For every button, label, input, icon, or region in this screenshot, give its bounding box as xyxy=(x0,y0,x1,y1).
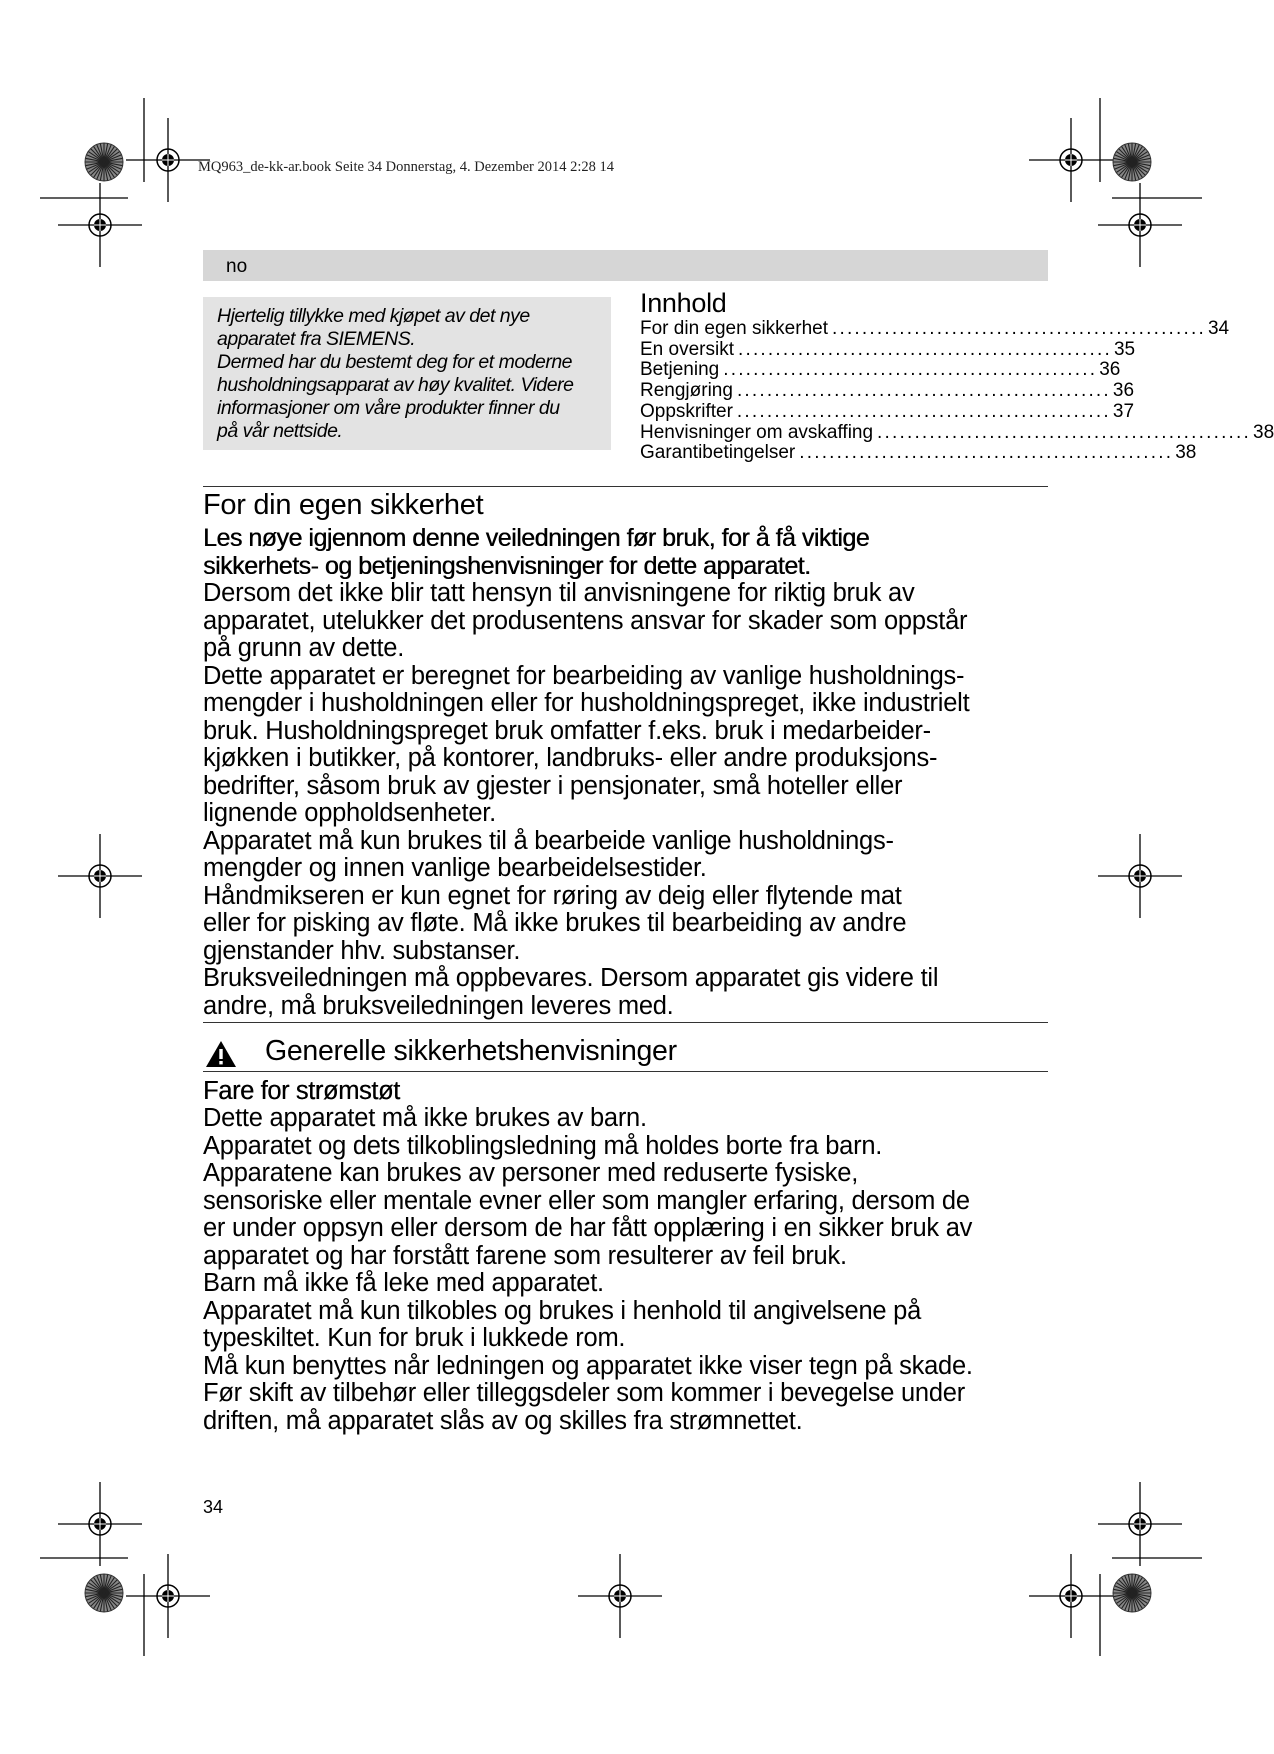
intro-line: husholdningsapparat av høy kvalitet. Videre xyxy=(217,374,574,396)
body-line: Bruksveiledningen må oppbevares. Dersom apparatet gis videre til xyxy=(203,964,939,992)
body-line: Håndmikseren er kun egnet for røring av deig eller flytende mat xyxy=(203,881,902,910)
toc-entry-page: 35 xyxy=(1113,338,1136,360)
body-line: Apparatene kan brukes av personer med reduserte fysiske, xyxy=(203,1159,859,1187)
section-divider xyxy=(203,486,1048,487)
body-line: Barn må ikke få leke med apparatet. xyxy=(203,1269,604,1297)
intro-line: informasjoner om våre produkter finner du xyxy=(217,397,560,419)
toc-entry-page: 34 xyxy=(1207,318,1230,339)
toc-entry-label: Oppskrifter xyxy=(640,400,733,422)
general-body xyxy=(203,1105,1063,1435)
toc-entry[interactable]: Rengjøring .................................................. 36 xyxy=(640,380,1135,402)
toc-entry[interactable]: En oversikt .................................................. 35 xyxy=(640,338,1136,360)
lead-line: sikkerhets- og betjeningshenvisninger for dette apparatet. xyxy=(203,551,811,580)
body-line: driften, må apparatet slås av og skilles fra strømnettet. xyxy=(203,1406,803,1435)
body-line: Må kun benyttes når ledningen og apparatet ikke viser tegn på skade. xyxy=(203,1351,973,1380)
toc-entry-page: 36 xyxy=(1099,359,1121,381)
intro-line: apparatet fra SIEMENS. xyxy=(217,328,416,350)
intro-line: Hjertelig tillykke med kjøpet av det nye xyxy=(217,305,530,327)
toc-entry[interactable]: Garantibetingelser .................................................. 38 xyxy=(640,442,1197,464)
body-line: på grunn av dette. xyxy=(203,634,405,662)
print-header: MQ963_de-kk-ar.book Seite 34 Donnerstag, 4. Dezember 2014 2:28 14 xyxy=(198,159,614,175)
body-line: Dersom det ikke blir tatt hensyn til anvisningene for riktig bruk av xyxy=(203,579,915,607)
body-line: Dette apparatet er beregnet for bearbeiding av vanlige husholdnings- xyxy=(203,661,965,690)
body-line: sensoriske eller mentale evner eller som mangler erfaring, dersom de xyxy=(203,1186,970,1215)
general-safety-heading xyxy=(203,1034,1048,1070)
body-line: Apparatet og dets tilkoblingsledning må holdes borte fra barn. xyxy=(203,1131,883,1160)
body-line: Dette apparatet må ikke brukes av barn. xyxy=(203,1104,647,1132)
safety-body xyxy=(203,580,1063,1020)
toc-entry-page: 38 xyxy=(1253,421,1274,443)
intro-line: på vår nettside. xyxy=(217,420,343,442)
body-line: er under oppsyn eller dersom de har fått opplæring i en sikker bruk av xyxy=(203,1214,973,1242)
toc-entry[interactable]: Betjening .................................................. 36 xyxy=(640,359,1121,381)
body-line: mengder i husholdningen eller for husholdningspreget, ikke industrielt xyxy=(203,689,970,717)
body-line: bruk. Husholdningspreget bruk omfatter f.eks. bruk i medarbeider- xyxy=(203,716,931,745)
intro-box xyxy=(203,297,611,450)
language-bar xyxy=(203,250,1048,281)
toc-entry-page: 38 xyxy=(1175,442,1197,464)
intro-line: Dermed har du bestemt deg for et moderne xyxy=(217,351,573,373)
toc-entry[interactable]: Henvisninger om avskaffing .................................................. 38 xyxy=(640,421,1274,443)
body-line: Apparatet må kun brukes til å bearbeide vanlige husholdnings- xyxy=(203,826,894,855)
body-line: eller for pisking av fløte. Må ikke brukes til bearbeiding av andre xyxy=(203,909,907,937)
general-safety-section xyxy=(203,1077,1063,1435)
language-code: no xyxy=(226,256,248,277)
hazard-subtitle: Fare for strømstøt xyxy=(203,1077,400,1105)
safety-lead xyxy=(203,525,1063,580)
toc-title: Innhold xyxy=(640,288,727,318)
body-line: Apparatet må kun tilkobles og brukes i henhold til angivelsene på xyxy=(203,1296,922,1325)
body-line: lignende oppholdsenheter. xyxy=(203,799,496,827)
toc-entry-label: Garantibetingelser xyxy=(640,442,796,464)
body-line: Før skift av tilbehør eller tilleggsdeler som kommer i bevegelse under xyxy=(203,1379,965,1407)
body-line: apparatet, utelukker det produsentens ansvar for skader som oppstår xyxy=(203,606,968,635)
section-divider xyxy=(203,1071,1048,1072)
safety-title: For din egen sikkerhet xyxy=(203,489,484,521)
section-divider xyxy=(203,1022,1048,1023)
body-line: kjøkken i butikker, på kontorer, landbruks- eller andre produksjons- xyxy=(203,744,938,772)
body-line: gjenstander hhv. substanser. xyxy=(203,936,521,965)
table-of-contents xyxy=(640,288,1274,464)
toc-entry-label: Betjening xyxy=(640,359,720,381)
toc-entry-label: Henvisninger om avskaffing xyxy=(640,421,874,443)
body-line: mengder og innen vanlige bearbeidelsestider. xyxy=(203,854,707,882)
body-line: typeskiltet. Kun for bruk i lukkede rom. xyxy=(203,1324,626,1352)
safety-section xyxy=(203,490,1063,1020)
toc-entry-page: 36 xyxy=(1112,380,1135,402)
lead-line: Les nøye igjennom denne veiledningen før bruk, for å få viktige xyxy=(203,524,870,552)
warning-triangle-icon xyxy=(205,1040,237,1068)
body-line: apparatet og har forstått farene som resulterer av feil bruk. xyxy=(203,1241,847,1270)
body-line: andre, må bruksveiledningen leveres med. xyxy=(203,991,674,1020)
body-line: bedrifter, såsom bruk av gjester i pensjonater, små hoteller eller xyxy=(203,771,903,800)
toc-entry-label: Rengjøring xyxy=(640,380,733,402)
page-number: 34 xyxy=(203,1497,224,1517)
toc-entry-label: For din egen sikkerhet xyxy=(640,318,828,339)
general-safety-title: Generelle sikkerhetshenvisninger xyxy=(265,1035,677,1067)
toc-entry-label: En oversikt xyxy=(640,338,734,360)
toc-entry[interactable]: For din egen sikkerhet .................................................. 34 xyxy=(640,318,1230,339)
toc-entry[interactable]: Oppskrifter .................................................. 37 xyxy=(640,400,1135,422)
toc-entry-page: 37 xyxy=(1112,400,1135,422)
